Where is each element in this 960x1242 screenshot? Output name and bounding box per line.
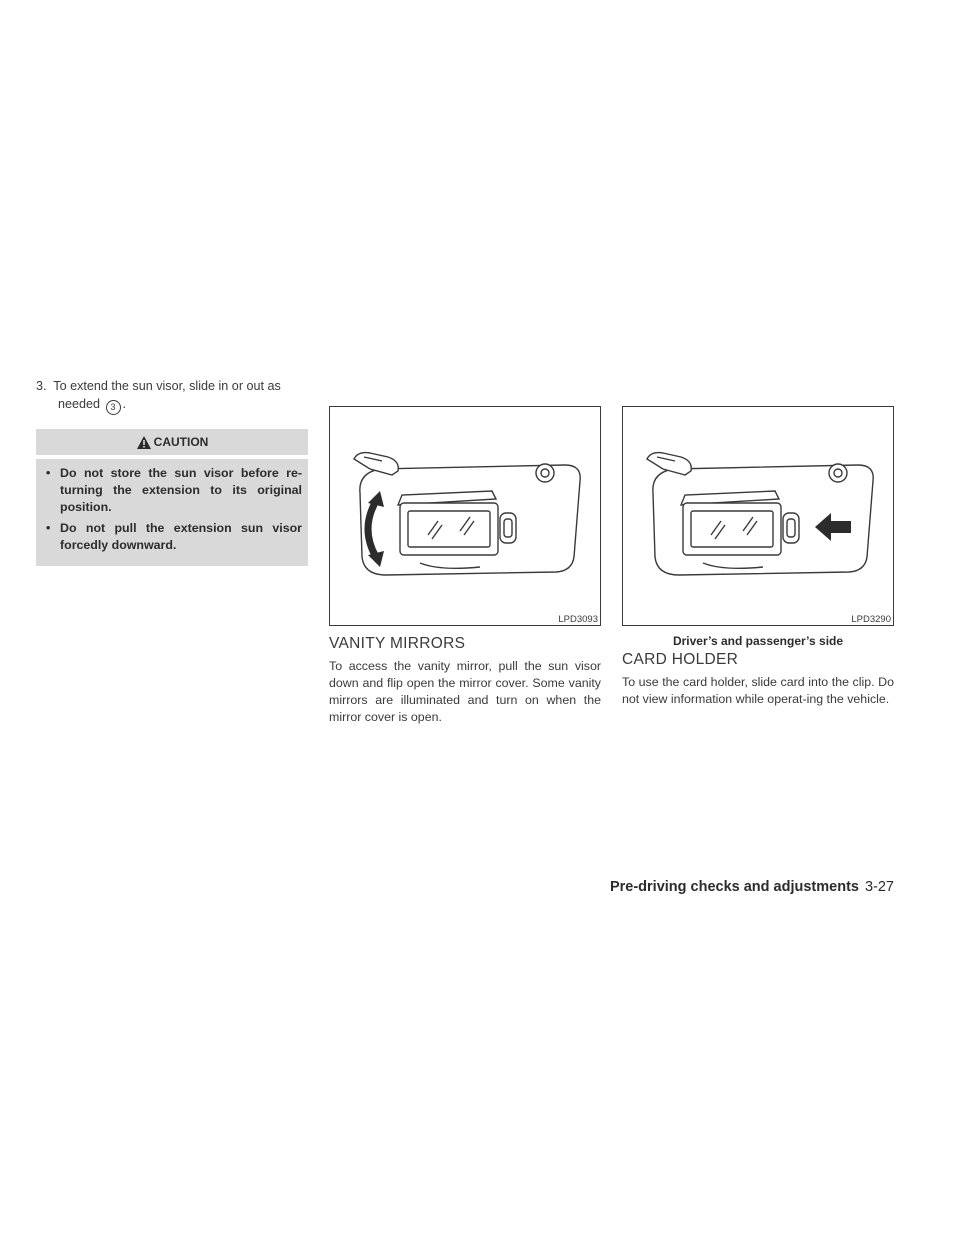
warning-icon	[136, 435, 152, 450]
step-3	[36, 377, 308, 415]
section-title: Pre-driving checks and adjustments	[609, 879, 859, 895]
left-column	[36, 377, 308, 566]
step-number: 3.	[36, 379, 47, 393]
figure-code: LPD3093	[558, 614, 598, 625]
figure-card-holder	[622, 406, 894, 626]
figure-caption: Driver’s and passenger’s side	[672, 634, 844, 648]
vanity-mirrors-text: To access the vanity mirror, pull the sun visor down and flip open the mirror cover. Some vanity mirrors are illuminated and turn on when the mirror cover is open.	[329, 659, 601, 724]
figure-vanity-mirror	[329, 406, 601, 626]
caution-item: • Do not store the sun visor before re-turning the extension to its original position.	[46, 466, 302, 514]
page-number: 3-27	[864, 879, 894, 895]
caution-header	[36, 429, 308, 459]
step-end: .	[122, 397, 127, 411]
callout-3-icon: 3	[106, 400, 121, 415]
sun-visor-card-holder-illustration	[623, 407, 893, 625]
step-text: To extend the sun visor, slide in or out as needed	[53, 379, 281, 411]
caution-title: CAUTION	[153, 435, 209, 449]
right-column	[622, 634, 894, 708]
caution-item: • Do not pull the extension sun visor forcedly downward.	[46, 521, 302, 552]
middle-column	[329, 634, 601, 726]
page-footer	[610, 879, 894, 895]
vanity-mirrors-heading: VANITY MIRRORS	[329, 635, 466, 652]
caution-list	[36, 459, 308, 566]
figure-code: LPD3290	[851, 614, 891, 625]
caution-box	[36, 429, 308, 566]
card-holder-text: To use the card holder, slide card into the clip. Do not view information while operat-ing the vehicle.	[622, 675, 894, 706]
card-holder-heading: CARD HOLDER	[622, 651, 739, 668]
sun-visor-mirror-illustration	[330, 407, 600, 625]
